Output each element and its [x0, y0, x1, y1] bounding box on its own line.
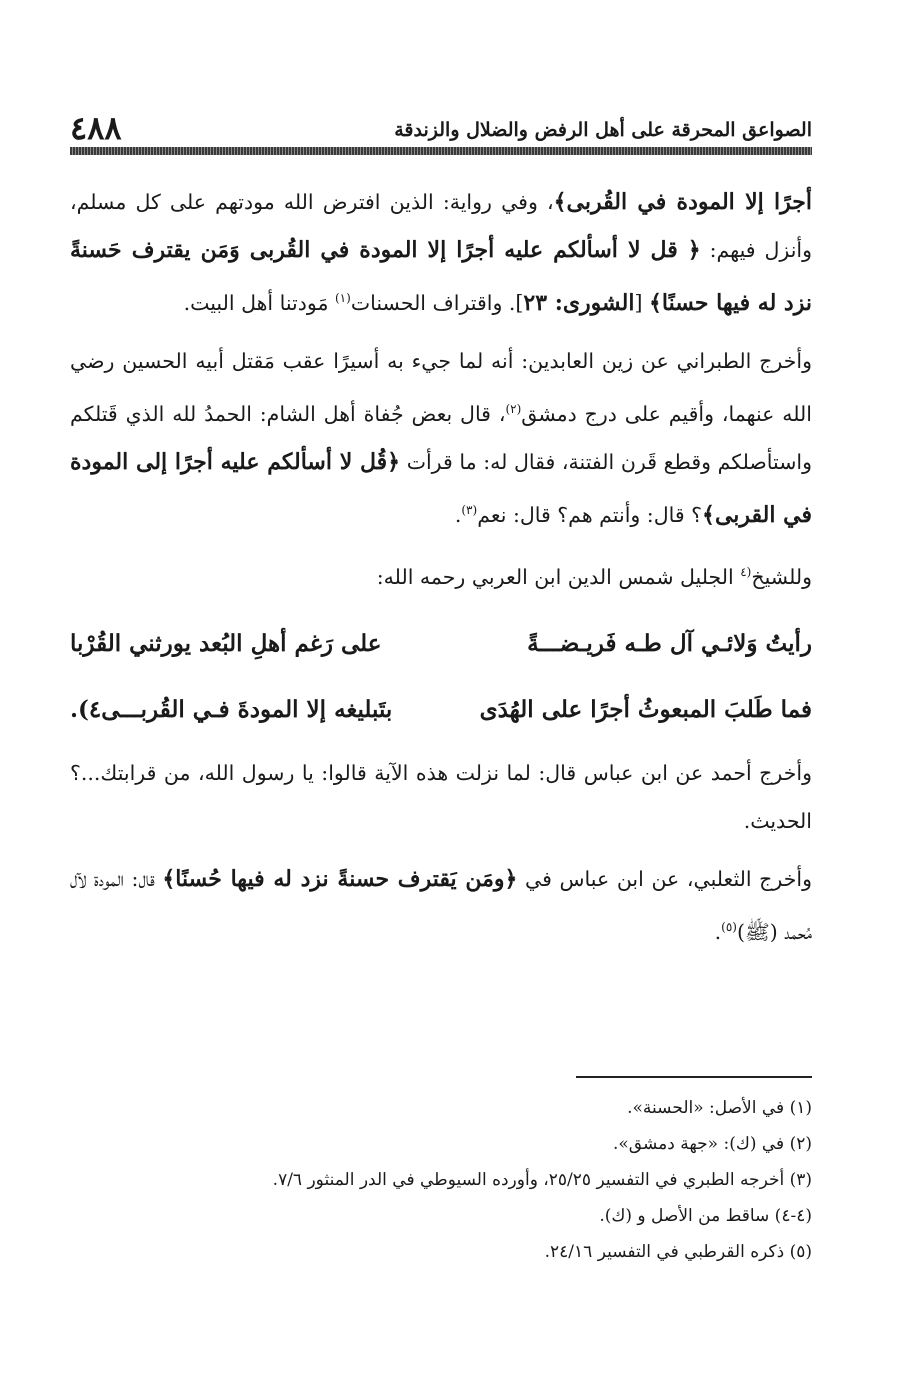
- text-run: قال: المودة لآل مُحمد (ﷺ): [70, 867, 812, 945]
- verse-1-first-hemistich: رأيتُ وَلائـي آل طـه فَريـضـــةً: [527, 630, 812, 658]
- page-header: [70, 100, 812, 147]
- text-run: .: [714, 920, 722, 945]
- footnote-marker: (٤: [740, 565, 752, 580]
- running-title: الصواعق المحرقة على أهل الرفض والضلال والزندقة: [394, 119, 812, 141]
- text-run: مَودتنا أهل البيت.: [183, 290, 335, 315]
- text-run: ، قال بعض جُفاة أهل الشام: الحمدُ لله الذي قَتلكم واستأصلكم وقطع قَرن الفتنة، فقال له: ما قرأت: [70, 401, 812, 474]
- text-run: وأخرج الطبراني عن زين العابدين: أنه لما جيء به أسيرًا عقب مَقتل أبيه الحسين رضي الله عنهما، وأقيم على درج دمشق: [70, 348, 812, 426]
- quran-quote: الشورى: ٢٣: [523, 289, 635, 316]
- text-run: وللشيخ: [751, 565, 812, 590]
- footnote-marker: (١): [334, 291, 351, 305]
- footnote-1: (١) في الأصل: «الحسنة».: [627, 1098, 812, 1118]
- text-run: .: [454, 502, 462, 527]
- text-run: وأخرج أحمد عن ابن عباس قال: لما نزلت هذه الآية قالوا: يا رسول الله، من قرابتك...؟ الحديث.: [70, 761, 812, 834]
- text-run: وأخرج الثعلبي، عن ابن عباس في: [517, 867, 812, 892]
- footnote-separator: [576, 1076, 812, 1078]
- paragraph-1: [70, 178, 812, 327]
- quran-quote: أجرًا إلا المودة في القُربى﴾: [553, 189, 812, 215]
- quran-quote: ﴿قُل لا أسألكم عليه أجرًا إلى المودة في القربى﴾: [70, 448, 812, 528]
- footnote-5: (٥) ذكره القرطبي في التفسير ٢٤/١٦.: [544, 1242, 812, 1262]
- text-run: ، وفي رواية: الذين افترض الله مودتهم على كل مسلم، وأنزل فيهم:: [70, 190, 812, 262]
- verse-1-second-hemistich: على رَغم أهلِ البُعد يورثني القُرْبا: [70, 630, 382, 658]
- text-run: ؟ قال: وأنتم هم؟ قال: نعم: [477, 502, 703, 527]
- quran-quote: ﴿ قل لا أسألكم عليه أجرًا إلا المودة في القُربى وَمَن يقترف حَسنةً نزد له فيها حسنًا﴾: [70, 237, 812, 316]
- paragraph-5: [70, 855, 812, 956]
- footnotes: [70, 1090, 812, 1270]
- paragraph-4: [70, 749, 812, 845]
- verse-2-first-hemistich: فما طَلبَ المبعوثُ أجرًا على الهُدَى: [479, 696, 812, 724]
- quran-quote: ﴿ومَن يَقترف حسنةً نزد له فيها حُسنًا﴾: [162, 866, 518, 893]
- poem-verse-1: [70, 611, 812, 677]
- main-text: [70, 178, 812, 966]
- footnote-2: (٢) في (ك): «جهة دمشق».: [612, 1134, 812, 1154]
- paragraph-3: [70, 548, 812, 601]
- text-run: ]. واقتراف الحسنات: [350, 290, 524, 315]
- footnote-marker: (٥): [721, 920, 737, 935]
- page-number: ٤٨٨: [70, 109, 122, 147]
- poem-verse-2: [70, 677, 812, 743]
- verse-2-second-hemistich: بتَبليغه إلا المودةَ فـي القُربـــى٤).: [70, 696, 393, 724]
- footnote-3: (٣) أخرجه الطبري في التفسير ٢٥/٢٥، وأورده السيوطي في الدر المنثور ٧/٦.: [272, 1170, 812, 1190]
- footnote-marker: (٣): [461, 502, 478, 517]
- footnote-marker: (٢): [505, 401, 522, 416]
- header-rule: [70, 147, 812, 155]
- text-run: [: [634, 290, 649, 315]
- footnote-4: (٤-٤) ساقط من الأصل و (ك).: [599, 1206, 812, 1226]
- paragraph-2: [70, 337, 812, 539]
- text-run: الجليل شمس الدين ابن العربي رحمه الله:: [376, 565, 741, 590]
